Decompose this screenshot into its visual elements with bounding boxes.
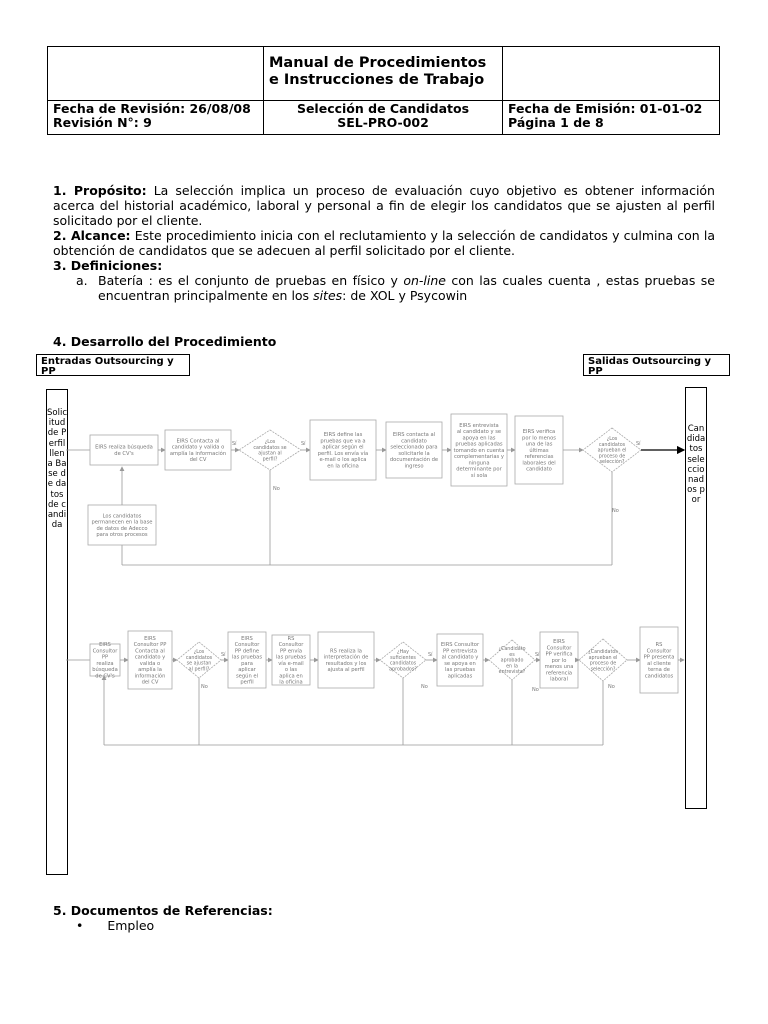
salidas-label: Salidas Outsourcing y PP bbox=[588, 356, 712, 376]
row2-step-10-label: EIRS Consultor PP verifica por lo menos una referencia laboral bbox=[544, 639, 574, 683]
row1-no-label-1: No bbox=[273, 486, 280, 492]
row2-step-4-label: EIRS Consultor PP define las pruebas para aplicar según el perfil bbox=[231, 635, 263, 686]
entradas-label: Entradas Outsourcing y PP bbox=[41, 356, 174, 376]
row1-yes-2: Sí bbox=[301, 441, 306, 447]
page-number: Página 1 de 8 bbox=[508, 115, 604, 130]
row2-step-3-label: ¿Los candidatos se ajustan al perfil? bbox=[185, 650, 213, 673]
row2-step-7-label: ¿Hay suficientes candidatos aprobados? bbox=[389, 650, 417, 673]
row2-step-9-label: ¿Candidato es aprobado en la entrevista? bbox=[498, 647, 526, 676]
definiciones-label: 3. Definiciones: bbox=[53, 258, 163, 273]
row1-step-4-label: EIRS define las pruebas que va a aplicar según el perfil. Los envía vía e-mail o los aplica en la oficina bbox=[317, 432, 369, 470]
doc-name: Selección de Candidatos bbox=[296, 101, 470, 116]
row2-no-label-4: No bbox=[608, 684, 615, 690]
alcance-text: Este procedimiento inicia con el reclutamiento y la selección de candidatos y culmina con la obtención de candidatos que se adecuen al perfil solicitado por el cliente. bbox=[53, 228, 715, 258]
row1-yes-3: Sí bbox=[636, 441, 641, 447]
row2-yes-3: Sí bbox=[535, 652, 540, 658]
definition-a-sites: sites bbox=[313, 288, 343, 303]
definition-a-text3: : de XOL y Psycowin bbox=[342, 288, 468, 303]
revision-number: Revisión N°: 9 bbox=[53, 115, 152, 130]
row2-step-8-label: EIRS Consultor PP entrevista al candidato y se apoya en las pruebas aplicadas bbox=[440, 642, 480, 680]
row1-step-1-label: EIRS realiza búsqueda de CV's bbox=[95, 444, 153, 457]
title-line-2: e Instrucciones de Trabajo bbox=[269, 72, 485, 88]
bullet-marker: • bbox=[76, 918, 84, 933]
desarrollo-label: 4. Desarrollo del Procedimiento bbox=[53, 334, 277, 349]
row2-step-1-label: EIRS Consultor PP realiza búsqueda de CV's bbox=[92, 642, 118, 680]
row2-step-11-label: ¿Candidatos aprueban el proceso de selección? bbox=[588, 650, 618, 673]
bullet-item: Empleo bbox=[107, 918, 155, 933]
section-documentos bbox=[53, 903, 715, 918]
documentos-list bbox=[76, 918, 715, 933]
row2-step-2-label: EIRS Consultor PP Contacta al candidato y valida o amplía la información del CV bbox=[133, 635, 167, 686]
definition-a-text1: : es el conjunto de pruebas en físico y bbox=[148, 273, 398, 288]
row2-step-5-label: RS Consultor PP envía las pruebas vía e-mail o las aplica en la oficina bbox=[275, 635, 307, 686]
row2-step-12-label: RS Consultor PP presenta al cliente terna de candidatos bbox=[643, 642, 675, 680]
proposito-text: La selección implica un proceso de evaluación cuyo objetivo es obtener información acerca del historial académico, laboral y personal a fin de elegir los candidatos que se ajusten al perfil solicitado por el cliente. bbox=[53, 183, 715, 228]
row1-no-label-2: No bbox=[612, 508, 619, 514]
row1-yes-1: Sí bbox=[232, 441, 237, 447]
row1-step-2-label: EIRS Contacta al candidato y valida o amplía la información del CV bbox=[169, 438, 227, 464]
definition-a-text2: con las cuales cuenta , estas pruebas se encuentran principalmente en los bbox=[98, 273, 715, 303]
definition-a-term: Batería bbox=[98, 273, 144, 288]
row1-loop-note-label: Los candidatos permanecen en la base de datos de Adecco para otros procesos bbox=[91, 513, 153, 539]
inputs-column-text: Solicitud de Perfil llena Base de datos de candida bbox=[47, 408, 67, 531]
title-line-1: Manual de Procedimientos bbox=[269, 55, 487, 71]
row2-yes-1: Sí bbox=[221, 652, 226, 658]
doc-code: SEL-PRO-002 bbox=[337, 115, 429, 130]
row1-step-3-label: ¿Los candidatos se ajustan al perfil? bbox=[253, 440, 287, 463]
proposito-label: 1. Propósito: bbox=[53, 183, 147, 198]
emission-date: Fecha de Emisión: 01-01-02 bbox=[508, 101, 703, 116]
outputs-column-text: Candidatos seleccionados por bbox=[686, 424, 706, 506]
row2-step-6-label: RS realiza la interpretación de resultados y los ajusta al perfil bbox=[323, 648, 369, 674]
alcance-label: 2. Alcance: bbox=[53, 228, 131, 243]
documentos-label: 5. Documentos de Referencias: bbox=[53, 903, 273, 918]
revision-date: Fecha de Revisión: 26/08/08 bbox=[53, 101, 251, 116]
row2-no-label-2: No bbox=[421, 684, 428, 690]
row1-step-5-label: EIRS contacta al candidato seleccionado para solicitarle la documentación de ingreso bbox=[389, 432, 439, 470]
row2-no-label-3: No bbox=[532, 687, 539, 693]
definition-a-online: on-line bbox=[403, 273, 446, 288]
row2-no-label-1: No bbox=[201, 684, 208, 690]
definition-a-marker: a. bbox=[76, 273, 88, 288]
row2-yes-2: Sí bbox=[428, 652, 433, 658]
row1-step-8-label: ¿Los candidatos aprueban el proceso de selección? bbox=[597, 437, 627, 466]
row1-step-6-label: EIRS entrevista al candidato y se apoya en las pruebas aplicadas tomando en cuenta complementarias y ninguna determinante por sí sola bbox=[453, 422, 505, 479]
row1-step-7-label: EIRS verifica por lo menos una de las últimas referencias laborales del candidato bbox=[522, 429, 556, 473]
